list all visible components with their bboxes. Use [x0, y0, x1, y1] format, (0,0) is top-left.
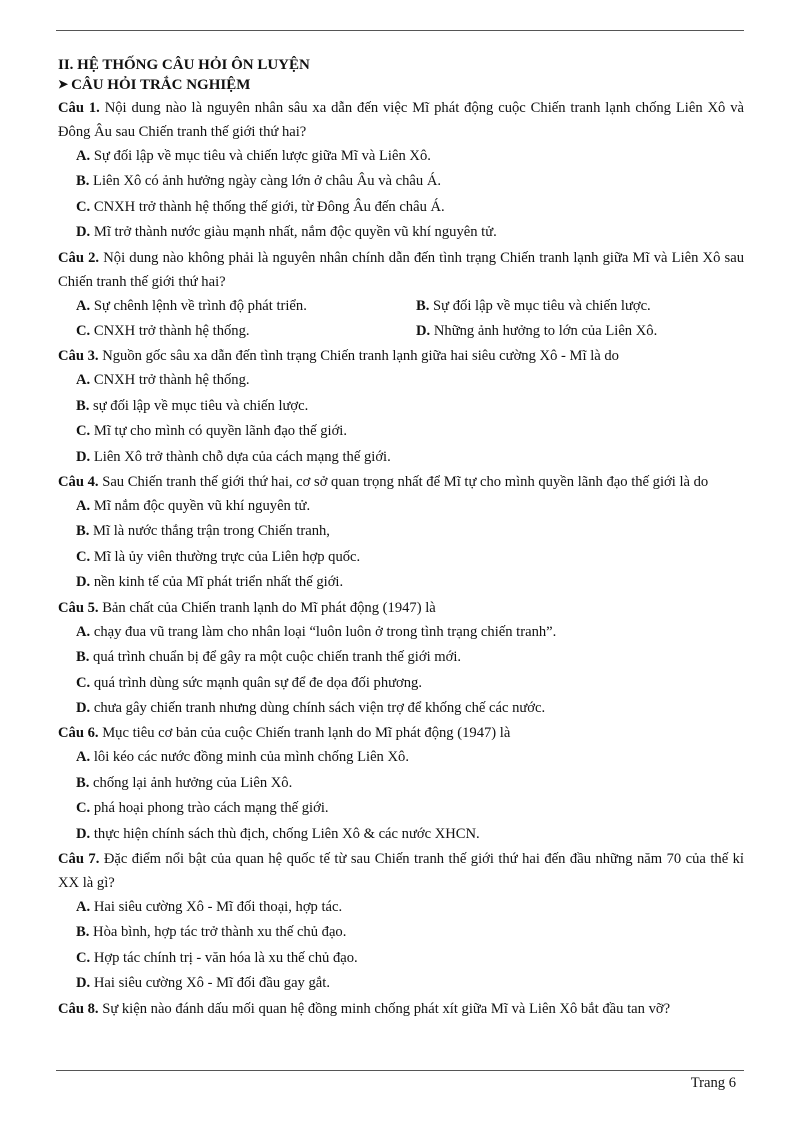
section-title: II. HỆ THỐNG CÂU HỎI ÔN LUYỆN	[58, 57, 310, 73]
option-1c: C. CNXH trở thành hệ thống thế giới, từ Đông Âu đến châu Á.	[76, 198, 445, 215]
question-text: Bản chất của Chiến tranh lạnh do Mĩ phát động (1947) là	[102, 599, 436, 616]
question-number: Câu 8.	[58, 1000, 99, 1017]
question-number: Câu 4.	[58, 474, 99, 491]
option-6b: B. chống lại ảnh hưởng của Liên Xô.	[76, 774, 293, 791]
option-3c: C. Mĩ tự cho mình có quyền lãnh đạo thế giới.	[76, 423, 347, 440]
option-7b: B. Hòa bình, hợp tác trở thành xu thế chủ đạo.	[76, 924, 347, 941]
subsection-title: CÂU HỎI TRẮC NGHIỆM	[71, 77, 251, 93]
option-2b: B. Sự đối lập về mục tiêu và chiến lược.	[416, 297, 651, 314]
subsection-heading	[58, 74, 744, 95]
option-5c: C. quá trình dùng sức mạnh quân sự để đe dọa đối phương.	[76, 674, 422, 691]
option-5a: A. chạy đua vũ trang làm cho nhân loại “luôn luôn ở trong tình trạng chiến tranh”.	[76, 623, 557, 640]
option-1b: B. Liên Xô có ảnh hưởng ngày càng lớn ở châu Âu và châu Á.	[76, 173, 442, 190]
page-number: Trang 6	[690, 1075, 736, 1091]
option-6d: D. thực hiện chính sách thù địch, chống Liên Xô & các nước XHCN.	[76, 825, 480, 842]
question-text: Nguồn gốc sâu xa dẫn đến tình trạng Chiến tranh lạnh giữa hai siêu cường Xô - Mĩ là do	[102, 348, 619, 365]
option-4c: C. Mĩ là ủy viên thường trực của Liên hợp quốc.	[76, 548, 361, 565]
question-number: Câu 3.	[58, 348, 99, 365]
footer-rule	[56, 1070, 744, 1071]
option-2c: C. CNXH trở thành hệ thống.	[76, 323, 250, 340]
question-1	[58, 96, 744, 144]
question-number: Câu 1.	[58, 100, 100, 116]
option-2a: A. Sự chênh lệnh về trình độ phát triển.	[76, 297, 307, 314]
option-row	[58, 319, 744, 344]
option-2d: D. Những ảnh hưởng to lớn của Liên Xô.	[416, 323, 658, 340]
question-text: Đặc điểm nổi bật của quan hệ quốc tế từ sau Chiến tranh thế giới thứ hai đến đầu những năm 70 của thế kỉ XX là gì?	[58, 850, 744, 891]
question-text: Sau Chiến tranh thế giới thứ hai, cơ sở quan trọng nhất để Mĩ tự cho mình quyền lãnh đạo thế giới là do	[102, 474, 709, 491]
arrow-bullet-icon: ➤	[58, 77, 69, 91]
question-6	[58, 721, 744, 745]
question-text: Nội dung nào không phải là nguyên nhân chính dẫn đến tình trạng Chiến tranh lạnh giữa Mĩ và Liên Xô sau Chiến tranh thế giới thứ hai?	[58, 249, 745, 290]
question-number: Câu 5.	[58, 599, 99, 616]
question-text: Nội dung nào là nguyên nhân sâu xa dẫn đến việc Mĩ phát động cuộc Chiến tranh lạnh chống Liên Xô và Đông Âu sau Chiến tranh thế giới thứ hai?	[58, 100, 745, 140]
question-number: Câu 6.	[58, 725, 99, 742]
question-7	[58, 847, 744, 895]
question-5	[58, 596, 744, 620]
option-3b: B. sự đối lập về mục tiêu và chiến lược.	[76, 397, 309, 414]
question-text: Mục tiêu cơ bản của cuộc Chiến tranh lạnh do Mĩ phát động (1947) là	[102, 725, 511, 742]
question-number: Câu 7.	[58, 850, 100, 867]
option-5b: B. quá trình chuẩn bị để gây ra một cuộc chiến tranh thế giới mới.	[76, 649, 462, 666]
option-4b: B. Mĩ là nước thắng trận trong Chiến tranh,	[76, 523, 330, 540]
option-7a: A. Hai siêu cường Xô - Mĩ đối thoại, hợp tác.	[76, 898, 343, 915]
option-7d: D. Hai siêu cường Xô - Mĩ đối đầu gay gắt.	[76, 975, 330, 992]
question-text: Sự kiện nào đánh dấu mối quan hệ đồng minh chống phát xít giữa Mĩ và Liên Xô bắt đầu tan vỡ?	[102, 1000, 671, 1017]
option-5d: D. chưa gây chiến tranh nhưng dùng chính sách viện trợ để khống chế các nước.	[76, 699, 546, 716]
question-4	[58, 470, 744, 494]
option-row	[58, 294, 744, 319]
question-3	[58, 344, 744, 368]
question-2	[58, 246, 744, 294]
option-1d: D. Mĩ trở thành nước giàu mạnh nhất, nắm độc quyền vũ khí nguyên tử.	[76, 224, 497, 241]
option-3d: D. Liên Xô trở thành chỗ dựa của cách mạng thế giới.	[76, 448, 391, 465]
option-4d: D. nền kinh tế của Mĩ phát triển nhất thế giới.	[76, 574, 344, 591]
option-6a: A. lôi kéo các nước đồng minh của mình chống Liên Xô.	[76, 749, 409, 766]
option-4a: A. Mĩ nắm độc quyền vũ khí nguyên tử.	[76, 498, 311, 515]
option-1a: A. Sự đối lập về mục tiêu và chiến lược giữa Mĩ và Liên Xô.	[76, 148, 431, 164]
option-3a: A. CNXH trở thành hệ thống.	[76, 372, 250, 389]
option-7c: C. Hợp tác chính trị - văn hóa là xu thế chủ đạo.	[76, 949, 358, 966]
header-rule	[56, 30, 744, 31]
option-6c: C. phá hoại phong trào cách mạng thế giới.	[76, 800, 329, 817]
question-8	[58, 997, 744, 1021]
question-number: Câu 2.	[58, 249, 100, 266]
document-body	[58, 56, 744, 1021]
